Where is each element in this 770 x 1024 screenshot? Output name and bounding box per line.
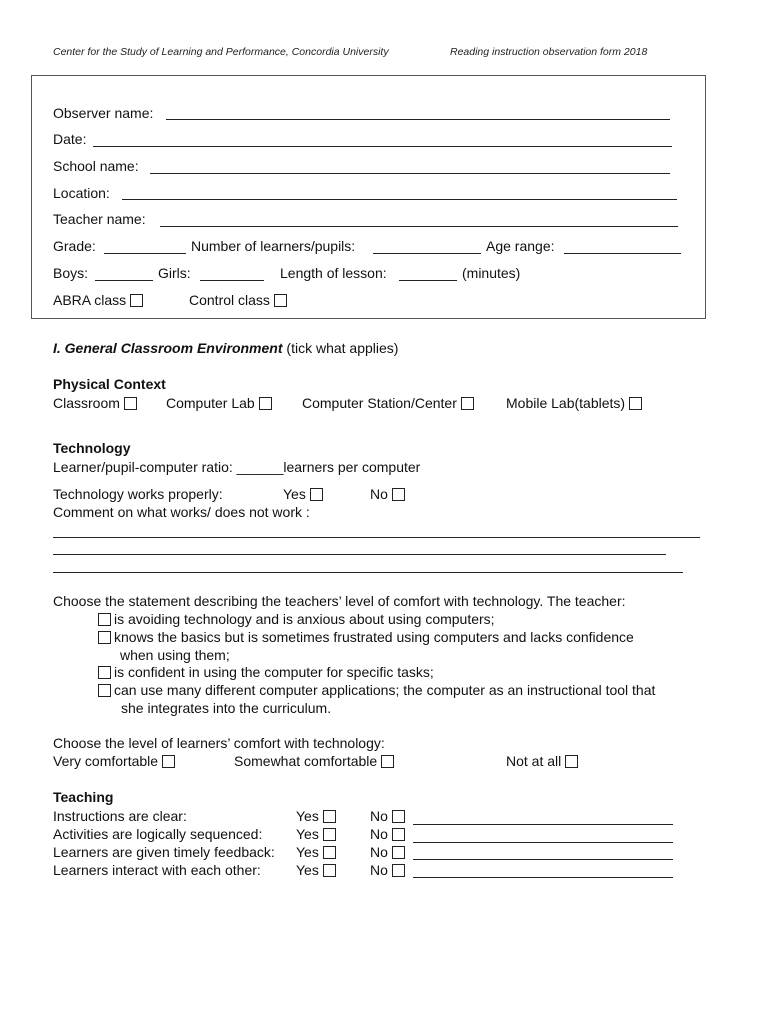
school-name-field[interactable] (150, 173, 670, 174)
section-subtitle: (tick what applies) (286, 340, 399, 356)
teaching-heading: Teaching (53, 789, 114, 805)
teaching-yes-checkbox[interactable] (323, 846, 336, 859)
teaching-no-label: No (370, 808, 388, 824)
tech-works-no-option[interactable] (370, 486, 405, 502)
teaching-yes-label: Yes (296, 862, 319, 878)
header-form-title: Reading instruction observation form 2018 (450, 46, 648, 58)
tech-works-yes-option[interactable] (283, 486, 323, 502)
teaching-yes-checkbox[interactable] (323, 864, 336, 877)
control-class-checkbox[interactable] (274, 294, 287, 307)
grade-label: Grade: (53, 238, 96, 254)
section-title: I. General Classroom Environment (53, 340, 283, 356)
teaching-yes-label: Yes (296, 844, 319, 860)
classroom-option[interactable] (53, 395, 137, 411)
classroom-label: Classroom (53, 395, 120, 411)
computer-lab-label: Computer Lab (166, 395, 255, 411)
teaching-row-no[interactable] (370, 844, 405, 860)
num-learners-field[interactable] (373, 253, 481, 254)
mobile-lab-label: Mobile Lab(tablets) (506, 395, 626, 411)
teaching-no-checkbox[interactable] (392, 864, 405, 877)
teacher-name-field[interactable] (160, 226, 678, 227)
teacher-comfort-text-1: is avoiding technology and is anxious about using computers; (114, 611, 495, 627)
observer-name-label: Observer name: (53, 105, 154, 121)
not-at-all-option[interactable] (506, 753, 578, 769)
minutes-label: (minutes) (462, 265, 521, 281)
computer-lab-checkbox[interactable] (259, 397, 272, 410)
classroom-checkbox[interactable] (124, 397, 137, 410)
control-class-label: Control class (189, 292, 270, 308)
lesson-length-label: Length of lesson: (280, 265, 387, 281)
girls-field[interactable] (200, 280, 264, 281)
teaching-no-checkbox[interactable] (392, 846, 405, 859)
learner-comfort-prompt: Choose the level of learners’ comfort with technology: (53, 735, 385, 751)
abra-class-label: ABRA class (53, 292, 127, 308)
teaching-row-label: Activities are logically sequenced: (53, 826, 263, 842)
teaching-comment-line[interactable] (413, 824, 673, 825)
ratio-label: Learner/pupil-computer ratio: ______learners per computer (53, 459, 421, 475)
age-range-label: Age range: (486, 238, 555, 254)
teacher-name-label: Teacher name: (53, 211, 146, 227)
observer-name-field[interactable] (166, 119, 670, 120)
location-label: Location: (53, 185, 110, 201)
comment-label: Comment on what works/ does not work : (53, 504, 310, 520)
mobile-lab-option[interactable] (506, 395, 642, 411)
comment-line-2[interactable] (53, 554, 666, 555)
teacher-comfort-checkbox-3[interactable] (98, 666, 111, 679)
somewhat-comfortable-option[interactable] (234, 753, 394, 769)
teacher-comfort-option-4[interactable] (98, 682, 655, 698)
very-comfortable-checkbox[interactable] (162, 755, 175, 768)
comment-line-3[interactable] (53, 572, 683, 573)
computer-station-checkbox[interactable] (461, 397, 474, 410)
teaching-row-no[interactable] (370, 826, 405, 842)
abra-class-option[interactable] (53, 292, 143, 308)
very-comfortable-option[interactable] (53, 753, 175, 769)
technology-heading: Technology (53, 440, 131, 456)
teacher-comfort-text-3: is confident in using the computer for specific tasks; (114, 664, 434, 680)
teacher-comfort-checkbox-1[interactable] (98, 613, 111, 626)
teaching-row-no[interactable] (370, 808, 405, 824)
physical-context-heading: Physical Context (53, 376, 166, 392)
school-name-label: School name: (53, 158, 139, 174)
not-at-all-label: Not at all (506, 753, 562, 769)
location-field[interactable] (122, 199, 677, 200)
teaching-comment-line[interactable] (413, 877, 673, 878)
teaching-no-label: No (370, 844, 388, 860)
teacher-comfort-option-2[interactable] (98, 629, 634, 645)
teacher-comfort-prompt: Choose the statement describing the teachers’ level of comfort with technology. The teacher: (53, 593, 626, 609)
tech-works-no-checkbox[interactable] (392, 488, 405, 501)
teaching-row-no[interactable] (370, 862, 405, 878)
teaching-no-label: No (370, 826, 388, 842)
teaching-no-checkbox[interactable] (392, 810, 405, 823)
teacher-comfort-checkbox-4[interactable] (98, 684, 111, 697)
teaching-yes-checkbox[interactable] (323, 810, 336, 823)
very-comfortable-label: Very comfortable (53, 753, 159, 769)
abra-class-checkbox[interactable] (130, 294, 143, 307)
date-label: Date: (53, 131, 87, 147)
computer-station-option[interactable] (302, 395, 474, 411)
teaching-row-yes[interactable] (296, 844, 336, 860)
teacher-comfort-text-2a: knows the basics but is sometimes frustrated using computers and lacks confidence (114, 629, 634, 645)
computer-station-label: Computer Station/Center (302, 395, 457, 411)
tech-works-yes-checkbox[interactable] (310, 488, 323, 501)
teaching-no-label: No (370, 862, 388, 878)
teaching-row-yes[interactable] (296, 808, 336, 824)
somewhat-comfortable-label: Somewhat comfortable (234, 753, 378, 769)
tech-works-yes-label: Yes (283, 486, 306, 502)
lesson-length-field[interactable] (399, 280, 457, 281)
control-class-option[interactable] (189, 292, 287, 308)
teacher-comfort-text-2b: when using them; (120, 647, 230, 663)
tech-works-no-label: No (370, 486, 388, 502)
boys-field[interactable] (95, 280, 153, 281)
boys-label: Boys: (53, 265, 89, 281)
teaching-row-label: Learners are given timely feedback: (53, 844, 275, 860)
teaching-no-checkbox[interactable] (392, 828, 405, 841)
date-field[interactable] (93, 146, 672, 147)
teacher-comfort-checkbox-2[interactable] (98, 631, 111, 644)
teacher-comfort-option-1[interactable] (98, 611, 495, 627)
mobile-lab-checkbox[interactable] (629, 397, 642, 410)
teacher-comfort-option-3[interactable] (98, 664, 434, 680)
teaching-comment-line[interactable] (413, 842, 673, 843)
age-range-field[interactable] (564, 253, 681, 254)
teacher-comfort-text-4b: she integrates into the curriculum. (121, 700, 332, 716)
grade-field[interactable] (104, 253, 186, 254)
teaching-row-label: Instructions are clear: (53, 808, 187, 824)
section-heading (53, 340, 398, 356)
teacher-comfort-text-4a: can use many different computer applications; the computer as an instructional tool that (114, 682, 656, 698)
teaching-row-label: Learners interact with each other: (53, 862, 261, 878)
teaching-yes-label: Yes (296, 808, 319, 824)
tech-works-label: Technology works properly: (53, 486, 223, 502)
teaching-comment-line[interactable] (413, 859, 673, 860)
teaching-row-yes[interactable] (296, 862, 336, 878)
computer-lab-option[interactable] (166, 395, 272, 411)
num-learners-label: Number of learners/pupils: (191, 238, 356, 254)
teaching-row-yes[interactable] (296, 826, 336, 842)
not-at-all-checkbox[interactable] (565, 755, 578, 768)
teaching-yes-checkbox[interactable] (323, 828, 336, 841)
somewhat-comfortable-checkbox[interactable] (381, 755, 394, 768)
comment-line-1[interactable] (53, 537, 700, 538)
teaching-yes-label: Yes (296, 826, 319, 842)
header-institution: Center for the Study of Learning and Performance, Concordia University (53, 46, 389, 58)
girls-label: Girls: (158, 265, 191, 281)
